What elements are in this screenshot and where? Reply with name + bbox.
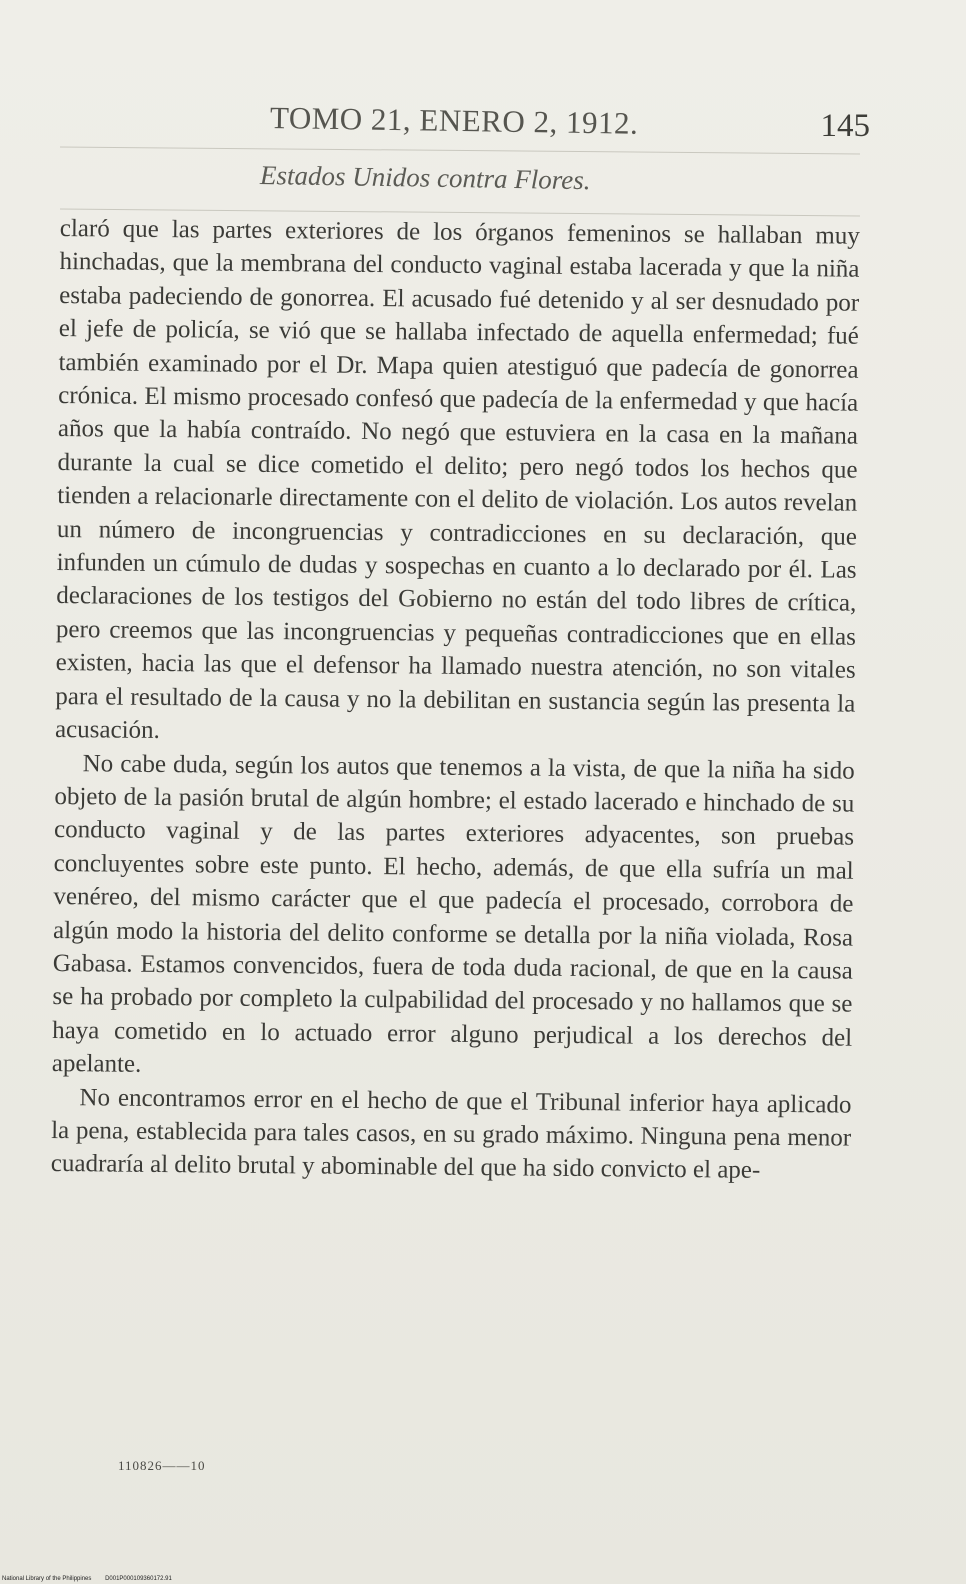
page-number: 145: [820, 108, 870, 144]
paragraph-3: No encontramos error en el hecho de que el Tribunal inferior haya aplicado la pena, establecida para tales casos, en su grado máximo. Ninguna pena menor cuadraría al delito brutal y abominable del que ha sido convicto el ape-: [50, 1083, 852, 1185]
library-credit: National Library of the Philippines: [2, 1576, 92, 1582]
printer-signature-mark: 110826——10: [118, 1458, 206, 1473]
paragraph-2: No cabe duda, según los autos que tenemos a la vista, de que la niña ha sido objeto de la pasión brutal de algún hombre; el estado lacerado e hinchado de su conducto vaginal y de las partes exteriores adyacentes, son pruebas concluyentes sobre este punto. El hecho, además, de que ella sufría un mal venéreo, del mismo carácter que el que padecía el procesado, corrobora de algún modo la historia del delito conforme se detalla por la niña violada, Rosa Gabasa. Estamos convencidos, fuera de toda duda racional, de que en la causa se ha probado por completo la culpabilidad del procesado y no hallamos que se haya cometido en lo actuado error alguno perjudical a los derechos del apelante.: [51, 749, 855, 1078]
case-title: Estados Unidos contra Flores.: [259, 160, 591, 196]
header-rule: [60, 147, 860, 155]
body-text: [51, 212, 860, 1188]
page-header: [60, 100, 870, 144]
scan-identifier: D001P000109360172.91: [105, 1576, 172, 1582]
scan-credit: [2, 1576, 172, 1582]
paragraph-1: claró que las partes exteriores de los órganos femeninos se hallaban muy hinchadas, que la membrana del conducto vaginal estaba lacerada y que la niña estaba padeciendo de gonorrea. El acusado fué detenido y al ser desnudado por el jefe de policía, se vió que se hallaba infectado de aquella enfermedad; fué también examinado por el Dr. Mapa quien atestiguó que padecía de gonorrea crónica. El mismo procesado confesó que padecía de la enfermedad y que hacía años que la había contraído. No negó que estuviera en la casa en la mañana durante la cual se dice cometido el delito; pero negó todos los hechos que tienden a relacionarle directamente con el delito de violación. Los autos revelan un número de incongruencias y contradicciones en su declaración, que infunden un cúmulo de dudas y sospechas en cuanto a lo declarado por él. Las declaraciones de los testigos del Gobierno no están del todo libres de crítica, pero creemos que las incongruencias y pequeñas contradicciones que en ellas existen, hacia las que el defensor ha llamado nuestra atención, no son vitales para el resultado de la causa y no la debilitan en sustancia según las presenta la acusación.: [54, 214, 860, 745]
running-head: TOMO 21, ENERO 2, 1912.: [269, 100, 639, 141]
